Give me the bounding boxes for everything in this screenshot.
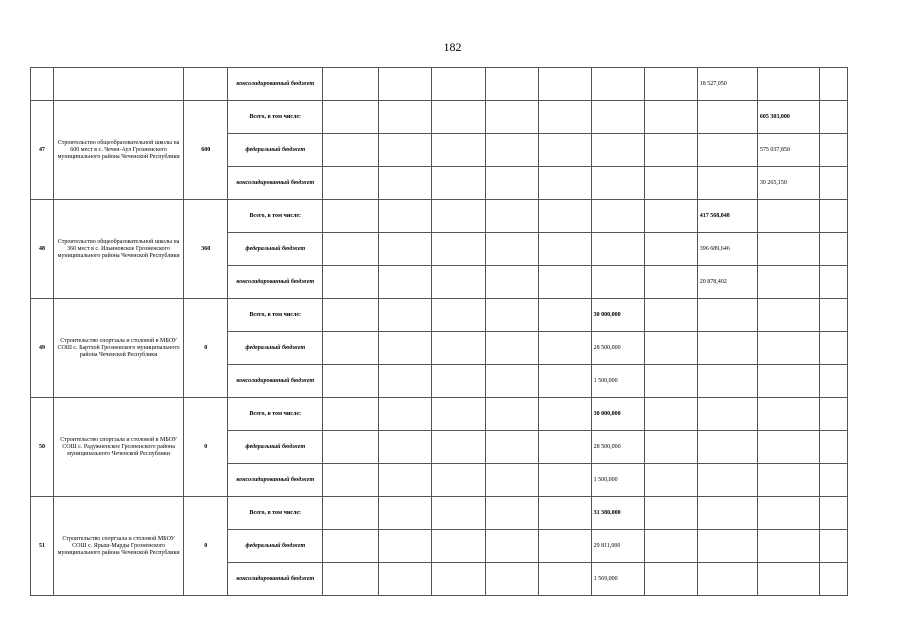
value-cell <box>591 233 644 266</box>
value-cell <box>432 431 485 464</box>
value-cell <box>485 233 538 266</box>
table-row <box>31 497 848 530</box>
value-cell <box>697 134 757 167</box>
value-cell <box>538 365 591 398</box>
page-number: 182 <box>443 40 462 54</box>
capacity-cell: 360 <box>184 200 228 299</box>
value-cell: 18 527,050 <box>697 68 757 101</box>
value-cell <box>538 134 591 167</box>
value-cell <box>323 200 379 233</box>
funding-source-cell: Всего, в том числе: <box>228 101 323 134</box>
value-cell: 1 500,000 <box>591 464 644 497</box>
capacity-cell: 0 <box>184 398 228 497</box>
value-cell <box>819 497 847 530</box>
value-cell <box>757 464 819 497</box>
value-cell <box>819 233 847 266</box>
row-number-cell: 47 <box>31 101 54 200</box>
value-cell <box>644 68 697 101</box>
funding-source-cell: федеральный бюджет <box>228 233 323 266</box>
value-cell: 605 303,000 <box>757 101 819 134</box>
value-cell <box>538 167 591 200</box>
row-number-cell: 48 <box>31 200 54 299</box>
value-cell <box>432 398 485 431</box>
value-cell <box>485 497 538 530</box>
value-cell <box>432 464 485 497</box>
value-cell <box>757 200 819 233</box>
value-cell: 30 000,000 <box>591 299 644 332</box>
value-cell <box>379 101 432 134</box>
value-cell <box>538 299 591 332</box>
value-cell <box>323 398 379 431</box>
value-cell <box>323 530 379 563</box>
capacity-cell: 0 <box>184 497 228 596</box>
value-cell <box>323 332 379 365</box>
value-cell <box>819 167 847 200</box>
value-cell <box>379 563 432 596</box>
project-name-cell: Строительство общеобразовательной школы на 360 мест в с. Ильиновское Грозненского муниципального района Чеченской Республики <box>54 200 184 299</box>
value-cell <box>538 68 591 101</box>
value-cell <box>819 530 847 563</box>
value-cell <box>697 167 757 200</box>
value-cell <box>432 101 485 134</box>
funding-source-cell: федеральный бюджет <box>228 431 323 464</box>
value-cell <box>819 200 847 233</box>
value-cell <box>644 134 697 167</box>
value-cell: 31 380,000 <box>591 497 644 530</box>
funding-source-cell: Всего, в том числе: <box>228 398 323 431</box>
value-cell <box>591 101 644 134</box>
value-cell: 28 500,000 <box>591 431 644 464</box>
value-cell <box>432 497 485 530</box>
project-name-cell <box>54 68 184 101</box>
value-cell <box>323 101 379 134</box>
value-cell <box>432 68 485 101</box>
value-cell <box>538 497 591 530</box>
value-cell <box>379 266 432 299</box>
value-cell <box>591 200 644 233</box>
value-cell <box>379 68 432 101</box>
value-cell <box>644 530 697 563</box>
capacity-cell <box>184 68 228 101</box>
value-cell: 30 000,000 <box>591 398 644 431</box>
value-cell <box>432 200 485 233</box>
value-cell <box>538 530 591 563</box>
value-cell: 20 878,402 <box>697 266 757 299</box>
value-cell <box>379 200 432 233</box>
value-cell <box>485 200 538 233</box>
value-cell <box>323 563 379 596</box>
value-cell <box>757 365 819 398</box>
funding-source-cell: федеральный бюджет <box>228 332 323 365</box>
value-cell <box>644 497 697 530</box>
value-cell <box>819 431 847 464</box>
value-cell <box>485 101 538 134</box>
funding-source-cell: федеральный бюджет <box>228 134 323 167</box>
value-cell <box>379 365 432 398</box>
value-cell <box>379 167 432 200</box>
funding-source-cell: Всего, в том числе: <box>228 200 323 233</box>
value-cell: 1 500,000 <box>591 365 644 398</box>
value-cell <box>819 464 847 497</box>
value-cell <box>644 365 697 398</box>
table-row <box>31 101 848 134</box>
value-cell <box>644 101 697 134</box>
value-cell <box>379 464 432 497</box>
value-cell <box>591 167 644 200</box>
table-row <box>31 299 848 332</box>
capacity-cell: 600 <box>184 101 228 200</box>
value-cell <box>379 134 432 167</box>
value-cell <box>644 464 697 497</box>
value-cell <box>432 332 485 365</box>
value-cell <box>432 299 485 332</box>
project-name-cell: Строительство спортзала и столовой в МБОУ СОШ с. Бартхой Грозненского муниципального района Чеченской Республики <box>54 299 184 398</box>
value-cell <box>432 233 485 266</box>
value-cell <box>757 431 819 464</box>
value-cell <box>591 134 644 167</box>
funding-source-cell: Всего, в том числе: <box>228 497 323 530</box>
project-name-cell: Строительство спортзала и столовой в МБОУ СОШ с. Радужненское Грозненского района муниципального Чеченской Республики <box>54 398 184 497</box>
table-row <box>31 200 848 233</box>
value-cell <box>379 497 432 530</box>
value-cell <box>644 299 697 332</box>
value-cell <box>697 563 757 596</box>
value-cell <box>538 563 591 596</box>
value-cell <box>379 233 432 266</box>
value-cell <box>819 266 847 299</box>
funding-source-cell: консолидированный бюджет <box>228 365 323 398</box>
value-cell <box>379 299 432 332</box>
funding-source-cell: Всего, в том числе: <box>228 299 323 332</box>
value-cell <box>432 167 485 200</box>
value-cell <box>432 266 485 299</box>
value-cell <box>819 134 847 167</box>
value-cell <box>757 299 819 332</box>
value-cell <box>485 68 538 101</box>
value-cell: 417 568,048 <box>697 200 757 233</box>
value-cell <box>538 266 591 299</box>
value-cell <box>757 68 819 101</box>
value-cell <box>485 332 538 365</box>
value-cell <box>485 167 538 200</box>
value-cell: 396 689,646 <box>697 233 757 266</box>
row-number-cell: 49 <box>31 299 54 398</box>
value-cell <box>757 497 819 530</box>
funding-source-cell: федеральный бюджет <box>228 530 323 563</box>
value-cell <box>644 167 697 200</box>
value-cell <box>485 464 538 497</box>
funding-source-cell: консолидированный бюджет <box>228 563 323 596</box>
value-cell <box>644 431 697 464</box>
value-cell <box>538 200 591 233</box>
value-cell <box>757 233 819 266</box>
value-cell <box>485 299 538 332</box>
value-cell: 575 037,850 <box>757 134 819 167</box>
value-cell <box>757 398 819 431</box>
value-cell <box>485 266 538 299</box>
value-cell <box>538 431 591 464</box>
value-cell <box>323 134 379 167</box>
value-cell <box>323 497 379 530</box>
row-number-cell: 51 <box>31 497 54 596</box>
value-cell <box>644 563 697 596</box>
value-cell <box>644 266 697 299</box>
value-cell <box>757 266 819 299</box>
value-cell <box>697 101 757 134</box>
value-cell <box>819 365 847 398</box>
value-cell <box>485 365 538 398</box>
value-cell: 29 811,000 <box>591 530 644 563</box>
value-cell <box>485 431 538 464</box>
value-cell <box>697 299 757 332</box>
value-cell <box>757 332 819 365</box>
budget-table <box>30 67 848 596</box>
value-cell <box>697 332 757 365</box>
value-cell <box>485 134 538 167</box>
value-cell <box>697 497 757 530</box>
capacity-cell: 0 <box>184 299 228 398</box>
value-cell <box>757 563 819 596</box>
project-name-cell: Строительство спортзала и столовой МБОУ СОШ с. Ярыш-Марды Грозненского муниципального района Чеченской Республики <box>54 497 184 596</box>
value-cell <box>697 365 757 398</box>
project-name-cell: Строительство общеобразовательной школы на 600 мест в с. Чечен-Аул Грозненского муниципального района Чеченской Республики <box>54 101 184 200</box>
value-cell <box>538 233 591 266</box>
value-cell <box>485 530 538 563</box>
value-cell <box>538 398 591 431</box>
value-cell <box>323 68 379 101</box>
value-cell <box>323 266 379 299</box>
value-cell <box>591 68 644 101</box>
value-cell <box>432 365 485 398</box>
value-cell <box>323 167 379 200</box>
value-cell <box>323 233 379 266</box>
value-cell <box>697 530 757 563</box>
value-cell <box>819 332 847 365</box>
value-cell <box>697 431 757 464</box>
value-cell <box>323 431 379 464</box>
value-cell: 28 500,000 <box>591 332 644 365</box>
value-cell <box>819 101 847 134</box>
value-cell <box>432 563 485 596</box>
value-cell <box>485 563 538 596</box>
table-row <box>31 68 848 101</box>
funding-source-cell: консолидированный бюджет <box>228 464 323 497</box>
value-cell <box>538 101 591 134</box>
value-cell <box>432 134 485 167</box>
value-cell <box>644 332 697 365</box>
value-cell <box>697 398 757 431</box>
value-cell <box>819 398 847 431</box>
value-cell <box>379 398 432 431</box>
value-cell: 1 569,000 <box>591 563 644 596</box>
funding-source-cell: консолидированный бюджет <box>228 68 323 101</box>
value-cell <box>379 431 432 464</box>
value-cell <box>538 332 591 365</box>
value-cell <box>819 299 847 332</box>
value-cell <box>538 464 591 497</box>
value-cell <box>644 398 697 431</box>
value-cell <box>379 332 432 365</box>
table-row <box>31 398 848 431</box>
value-cell <box>591 266 644 299</box>
value-cell <box>379 530 432 563</box>
value-cell <box>644 200 697 233</box>
row-number-cell: 50 <box>31 398 54 497</box>
value-cell <box>323 464 379 497</box>
value-cell <box>644 233 697 266</box>
funding-source-cell: консолидированный бюджет <box>228 266 323 299</box>
funding-source-cell: консолидированный бюджет <box>228 167 323 200</box>
value-cell: 30 265,150 <box>757 167 819 200</box>
value-cell <box>323 299 379 332</box>
value-cell <box>323 365 379 398</box>
value-cell <box>485 398 538 431</box>
value-cell <box>757 530 819 563</box>
value-cell <box>819 563 847 596</box>
value-cell <box>819 68 847 101</box>
row-number-cell <box>31 68 54 101</box>
value-cell <box>432 530 485 563</box>
value-cell <box>697 464 757 497</box>
